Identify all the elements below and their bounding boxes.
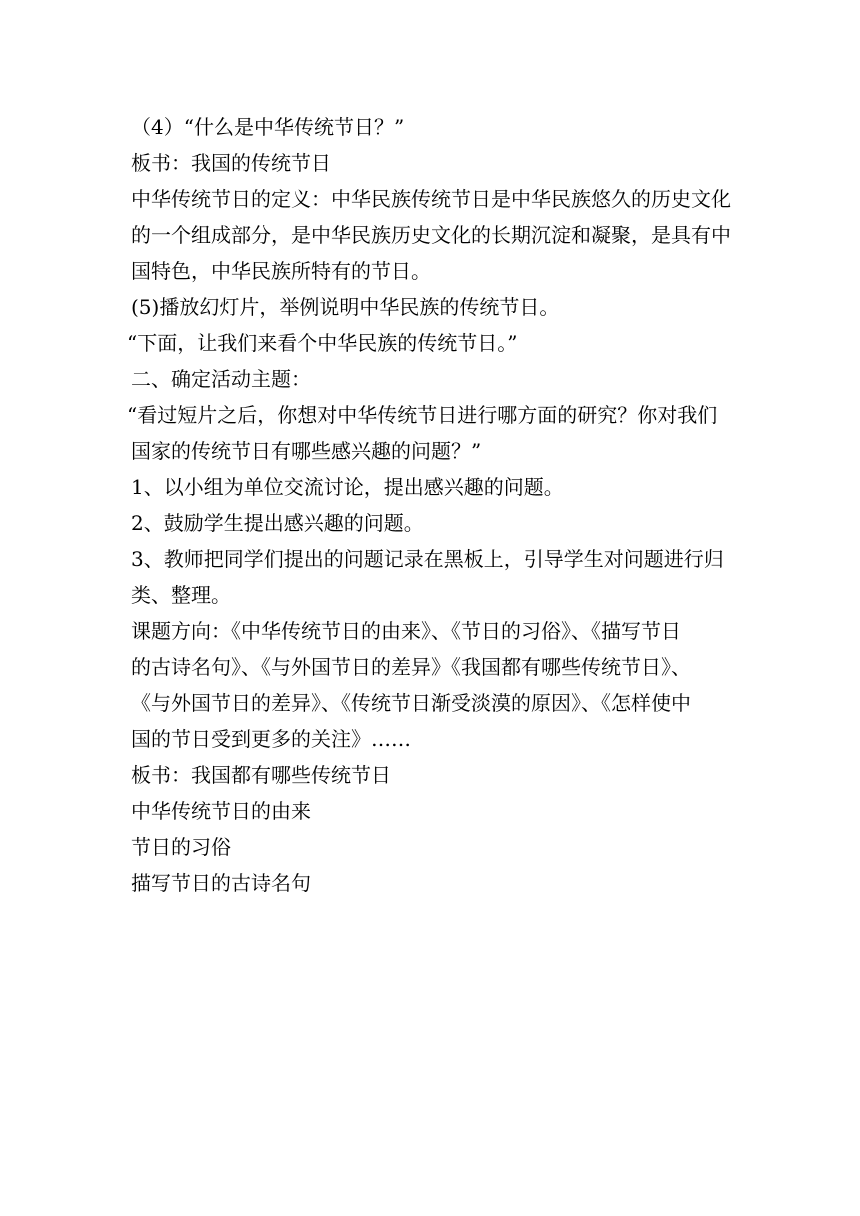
document-page: [127, 109, 733, 901]
text-line-definition-1: 中华传统节日的定义：中华民族传统节日是中华民族悠久的历史文化: [131, 187, 731, 211]
text-line-step-5: (5)播放幻灯片，举例说明中华民族的传统节日。: [131, 295, 560, 319]
board-item-origin: 中华传统节日的由来: [131, 799, 311, 823]
text-line-topics-2: 的古诗名句》、《与外国节日的差异》《我国都有哪些传统节日》、: [131, 655, 691, 679]
text-line-quote-intro: “下面，让我们来看个中华民族的传统节日。”: [127, 331, 518, 355]
text-line-topics-1: 课题方向：《中华传统节日的由来》、《节日的习俗》、《描写节日: [131, 619, 681, 643]
text-line-definition-3: 国特色，中华民族所特有的节日。: [131, 259, 431, 283]
text-line-board-title-2: 板书：我国都有哪些传统节日: [131, 763, 391, 787]
list-item-3-part-2: 类、整理。: [131, 583, 231, 607]
text-line-topics-3: 《与外国节日的差异》、《传统节日渐受淡漠的原因》、《怎样使中: [131, 691, 691, 715]
text-line-quote-question-2: 国家的传统节日有哪些感兴趣的问题？”: [131, 439, 482, 463]
section-heading-2: 二、确定活动主题：: [131, 367, 311, 391]
list-item-2: 2、鼓励学生提出感兴趣的问题。: [131, 511, 424, 535]
board-item-poems: 描写节日的古诗名句: [131, 871, 311, 895]
text-line-definition-2: 的一个组成部分，是中华民族历史文化的长期沉淀和凝聚，是具有中: [131, 223, 731, 247]
text-line-topics-4: 国的节日受到更多的关注》……: [131, 727, 411, 751]
text-line-board-title: 板书：我国的传统节日: [131, 151, 331, 175]
board-item-customs: 节日的习俗: [131, 835, 231, 859]
list-item-3-part-1: 3、教师把同学们提出的问题记录在黑板上，引导学生对问题进行归: [131, 547, 724, 571]
list-item-1: 1、以小组为单位交流讨论，提出感兴趣的问题。: [131, 475, 564, 499]
text-line-quote-question-1: “看过短片之后，你想对中华传统节日进行哪方面的研究？你对我们: [127, 403, 718, 427]
text-line-question-4: （4）“什么是中华传统节日？”: [131, 115, 405, 139]
